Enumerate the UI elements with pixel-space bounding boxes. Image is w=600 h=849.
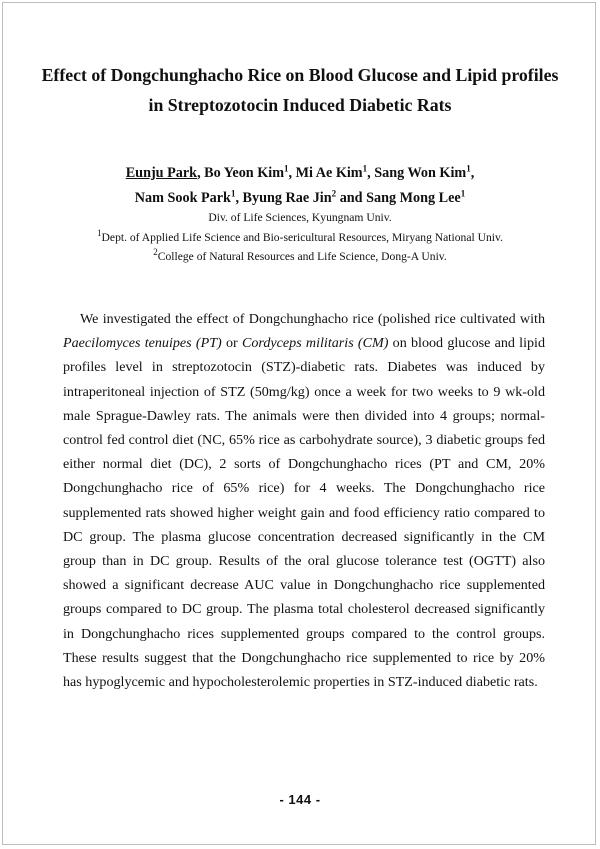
affiliation-text: Div. of Life Sciences, Kyungnam Univ.: [208, 211, 392, 224]
author-name: Sang Won Kim: [374, 165, 467, 181]
species-name: Cordyceps militaris (CM): [241, 335, 389, 352]
author-sup: 1: [466, 163, 471, 174]
affiliation: [40, 208, 560, 228]
author-sup: 1: [230, 188, 236, 199]
author-sup: 1: [460, 188, 466, 199]
affiliation: [40, 247, 560, 267]
author-name: Nam Sook Park: [134, 190, 231, 206]
author-name: Sang Mong Lee: [366, 190, 461, 206]
species-name: Paecilomyces tenuipes (PT): [63, 335, 222, 352]
author-list: Eunju Park, Bo Yeon Kim$^1$, Mi Ae Kim$^1$, Sang Won Kim$^1$, Nam Sook Park$^1$, Byung Rae Jin$^2$ and Sang Mong Lee$^1$: [125, 163, 475, 206]
affiliation-text: College of Natural Resources and Life Science, Dong-A Univ.: [157, 250, 447, 263]
author-sup: 2: [331, 188, 337, 199]
affiliation-sup: 2: [153, 247, 158, 258]
author-sup: 1: [362, 163, 368, 174]
abstract-text: or: [221, 335, 242, 352]
page-number: - 144 -: [279, 792, 321, 807]
abstract-text: We investigated the effect of Dongchunghacho rice (polished rice cultivated with: [80, 311, 545, 327]
affiliation-list: [40, 208, 560, 267]
author-sup: 1: [284, 163, 289, 174]
author-name: Eunju Park: [125, 165, 198, 181]
affiliation: [40, 228, 560, 248]
paper-title: Effect of Dongchunghacho Rice on Blood Glucose and Lipid profiles in Streptozotocin Induced Diabetic Rats: [41, 65, 559, 115]
author-name: Bo Yeon Kim: [204, 165, 285, 181]
author-name: Byung Rae Jin: [242, 190, 332, 206]
affiliation-sup: 1: [97, 227, 102, 238]
abstract-paragraph: [63, 307, 545, 694]
affiliation-text: Dept. of Applied Life Science and Bio-sericultural Resources, Miryang National Univ.: [101, 230, 503, 244]
abstract-text: on blood glucose and lipid profiles level in streptozotocin (STZ)-diabetic rats. Diabetes was induced by intraperitoneal injection of STZ (50mg/kg) once a week for two weeks to 9 wk-old male Sprague-Dawley rats. The animals were then divided into 4 groups; normal-control fed control diet (NC, 65% rice as carbohydrate source), 3 diabetic groups fed either normal diet (DC), 2 sorts of Dongchunghacho rices (PT and CM, 20% Dongchunghacho rice of 65% rice) for 4 weeks. The Dongchunghacho rice supplemented rats showed higher weight gain and food efficiency ratio compared to DC group. The plasma glucose concentration decreased significantly in the CM group than in DC group. Results of the oral glucose tolerance test (OGTT) also showed a significant decrease AUC value in Dongchunghacho rice supplemented groups compared to DC group. The plasma total cholesterol decreased significantly in Dongchunghacho rices supplemented groups compared to the control groups. These results suggest that the Dongchunghacho rice supplemented to rice by 20% has hypoglycemic and hypocholesterolemic properties in STZ-induced diabetic rats.: [63, 335, 546, 691]
author-name: Mi Ae Kim: [295, 165, 363, 181]
